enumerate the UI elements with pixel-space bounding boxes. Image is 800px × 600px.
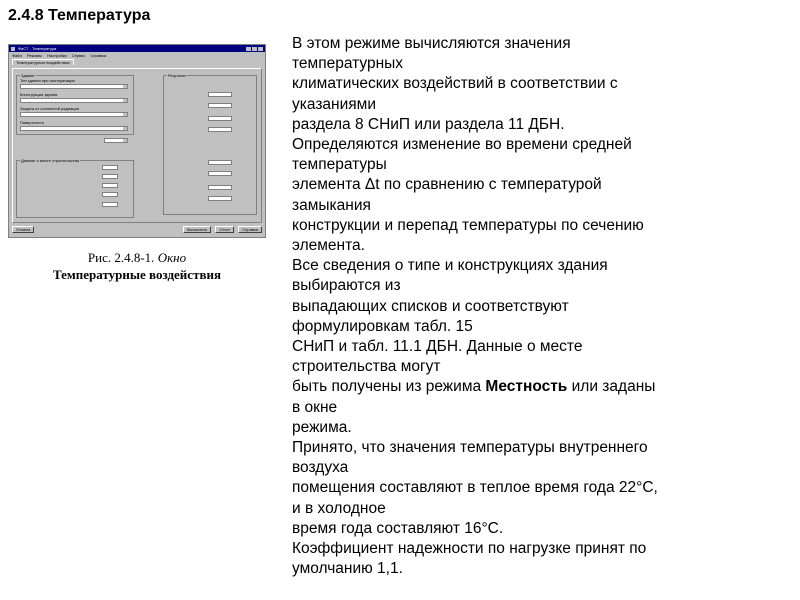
calculate-button: Вычислить <box>183 226 211 233</box>
text-line: быть получены из режима Местность или заданы <box>292 378 656 396</box>
text-line: формулировкам табл. 15 <box>292 317 473 335</box>
tab-panel <box>12 68 262 223</box>
text-line: замыкания <box>292 196 371 214</box>
text-line: время года составляют 16°С. <box>292 519 504 537</box>
text-line: режима. <box>292 418 352 436</box>
text-line: температурных <box>292 55 404 73</box>
result-field <box>208 171 232 176</box>
group-label: Здание <box>21 73 35 78</box>
app-icon <box>11 47 15 51</box>
window-title: ФиСТ - Температура <box>18 46 57 51</box>
text-line: Все сведения о типе и конструкциях здания <box>292 257 608 275</box>
text-line: умолчанию 1,1. <box>292 560 403 578</box>
mode-name: Местность <box>485 378 568 396</box>
text-line: и в холодное <box>292 499 386 517</box>
text-line: воздуха <box>292 459 349 477</box>
result-field <box>208 92 232 97</box>
construction-select <box>20 98 128 103</box>
menu-item: Справка <box>90 52 107 58</box>
latitude-field <box>20 192 118 197</box>
close-icon <box>258 47 263 51</box>
minimize-icon <box>246 47 251 51</box>
text-line: Определяются изменение во времени средней <box>292 136 632 154</box>
window-titlebar <box>9 45 265 52</box>
report-button: Отчет <box>215 226 234 233</box>
protection-select <box>20 112 128 117</box>
text-line: В этом режиме вычисляются значения <box>292 35 571 52</box>
text-line: указаниями <box>292 95 376 113</box>
text-line: помещения составляют в теплое время года 22°С, <box>292 479 658 497</box>
july-temp-field <box>20 174 118 179</box>
text-line: элемента. <box>292 237 365 255</box>
text-line: в окне <box>292 398 338 416</box>
section-heading: 2.4.8 Температура <box>8 7 151 24</box>
text-line: раздела 8 СНиП или раздела 11 ДБН. <box>292 115 565 133</box>
caption-italic: Окно <box>157 250 187 265</box>
group-label: Результат <box>168 73 187 78</box>
caption-title: Температурные воздействия <box>52 267 222 282</box>
cancel-button: Отмена <box>12 226 34 233</box>
text-line: выбираются из <box>292 277 401 295</box>
result-field <box>208 196 232 201</box>
text-line: элемента Δt по сравнению с температурой <box>292 176 602 194</box>
field-label: Тип здания при эксплуатации <box>20 78 75 83</box>
field-label: Поверхность <box>20 120 44 125</box>
help-button: Справка <box>238 226 262 233</box>
body-text <box>292 34 728 579</box>
result-field <box>208 116 232 121</box>
field-label: Конструкция здания <box>20 92 58 97</box>
menu-item: Файл <box>12 52 22 58</box>
field-label: Защита от солнечной радиации <box>20 106 80 111</box>
deviation-field <box>20 202 118 207</box>
wind-field <box>20 165 118 170</box>
text-line: Коэффициент надежности по нагрузке принят по <box>292 540 647 558</box>
maximize-icon <box>252 47 257 51</box>
result-field <box>208 103 232 108</box>
figure-caption <box>8 249 266 283</box>
group-label: Данные о месте строительства <box>21 158 79 163</box>
tab-strip <box>9 58 265 65</box>
text-line: строительства могут <box>292 358 441 376</box>
absorption-field <box>20 138 128 143</box>
surface-select <box>20 126 128 131</box>
january-temp-field <box>20 183 118 188</box>
result-field <box>208 185 232 190</box>
menu-item: Режимы <box>26 52 43 58</box>
text-line: выпадающих списков и соответствуют <box>292 297 569 315</box>
menu-item: Настройки <box>47 52 67 58</box>
result-column <box>163 72 257 219</box>
button-bar <box>12 224 262 234</box>
text-line: Принято, что значения температуры внутреннего <box>292 439 648 457</box>
menu-item: Сервис <box>71 52 86 58</box>
tab-temperature: Температурные воздействия <box>12 59 74 65</box>
result-field <box>208 160 232 165</box>
text-line: СНиП и табл. 11.1 ДБН. Данные о месте <box>292 338 583 356</box>
result-field <box>208 127 232 132</box>
input-column <box>16 72 134 219</box>
text-line: конструкции и перепад температуры по сечению <box>292 216 644 234</box>
caption-number: Рис. 2.4.8-1. <box>87 250 158 265</box>
text-line: климатических воздействий в соответствии с <box>292 75 618 93</box>
text-line: температуры <box>292 156 387 174</box>
window-controls <box>246 47 263 51</box>
building-type-select <box>20 84 128 89</box>
window-screenshot <box>8 44 266 238</box>
